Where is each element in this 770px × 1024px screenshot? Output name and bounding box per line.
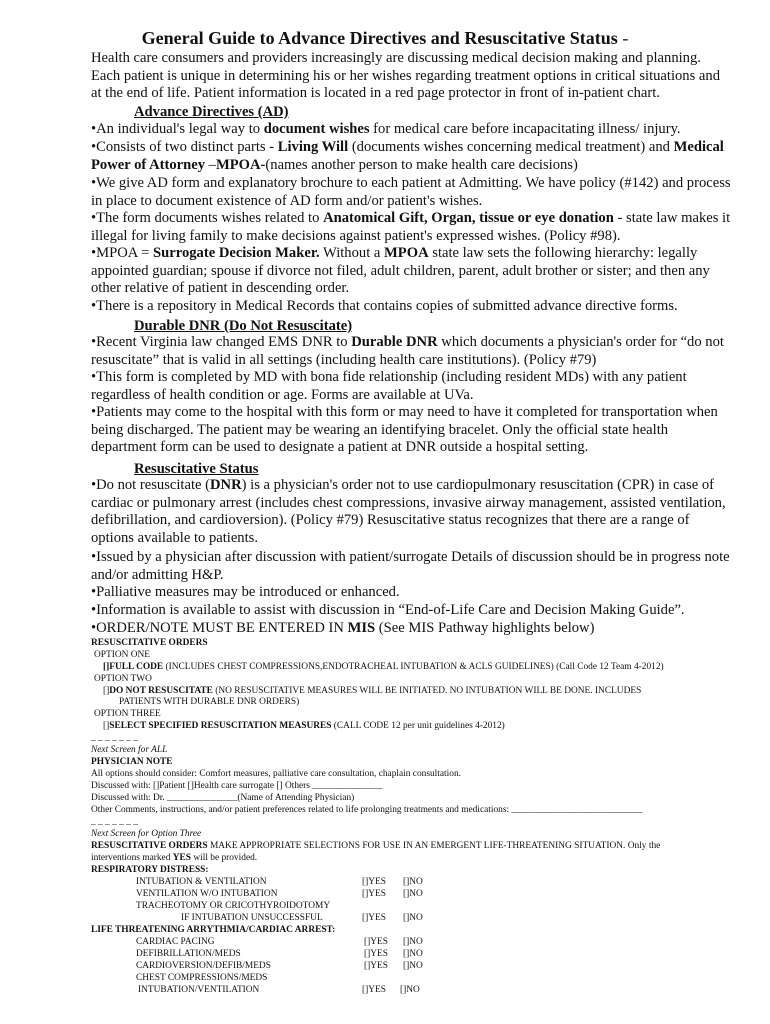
physician-note-line-3: Discussed with: Dr. _______________(Name of Attending Physician) <box>91 793 355 803</box>
next-screen-all: Next Screen for ALL <box>91 745 168 755</box>
next-screen-option-three: Next Screen for Option Three <box>91 829 202 839</box>
life-threatening-heading: LIFE THREATENING ARRYTHMIA/CARDIAC ARREST: <box>91 925 336 935</box>
life-item-4: CHEST COMPRESSIONS/MEDS <box>136 973 268 983</box>
ad-bullet-2: •Consists of two distinct parts - Living Will (documents wishes concerning medical treatment) and Medical Power of Attorney –MPOA-(names another person to make health care decisions) <box>91 139 724 173</box>
physician-note-line-1: All options should consider: Comfort measures, palliative care consultation, chaplain consultation. <box>91 769 461 779</box>
resp-item-2: VENTILATION W/O INTUBATION <box>136 889 278 899</box>
dnr-bullet-3: •Patients may come to the hospital with this form or may need to have it completed for transportation when being discharged. The patient may be wearing an identifying bracelet. Only the official state health department form can be used to designate a patient at DNR outside a hospital setting. <box>91 404 718 456</box>
intro-paragraph: Health care consumers and providers increasingly are discussing medical decision making and planning. Each patient is unique in determining his or her wishes regarding treatment options in critical situations and at the end of life. Patient information is located in a red page protector in front of in-patient chart. <box>91 50 720 102</box>
option-two-line-2: PATIENTS WITH DURABLE DNR ORDERS) <box>119 697 300 707</box>
no-checkbox[interactable]: []NO <box>403 889 423 899</box>
dnr-bullet-1: •Recent Virginia law changed EMS DNR to Durable DNR which documents a physician's order for “do not resuscitate” that is valid in all settings (including health care institutions). (Policy #79) <box>91 334 724 368</box>
no-checkbox[interactable]: []NO <box>403 961 423 971</box>
option-one-label: OPTION ONE <box>94 650 150 660</box>
option-three-orders-line: RESUSCITATIVE ORDERS MAKE APPROPRIATE SELECTIONS FOR USE IN AN EMERGENT LIFE-THREATENING SITUATION. Only the <box>91 841 661 851</box>
orders-heading: RESUSCITATIVE ORDERS <box>91 638 208 648</box>
option-two-line: []DO NOT RESUSCITATE (NO RESUSCITATIVE MEASURES WILL BE INITIATED. NO INTUBATION WILL BE DONE. INCLUDES <box>103 686 642 696</box>
ad-bullet-3: •We give AD form and explanatory brochure to each patient at Admitting. We have policy (#142) and process in place to document existence of AD form and/or patient's wishes. <box>91 175 731 209</box>
option-three-orders-line-2: interventions marked YES will be provided. <box>91 853 258 863</box>
resp-item-3: TRACHEOTOMY OR CRICOTHYROIDOTOMY <box>136 901 331 911</box>
resp-item-1: INTUBATION & VENTILATION <box>136 877 267 887</box>
yes-checkbox[interactable]: []YES <box>362 889 386 899</box>
option-two-label: OPTION TWO <box>94 674 152 684</box>
rs-heading: Resuscitative Status <box>134 461 259 477</box>
rs-bullet-4: •Information is available to assist with discussion in “End-of-Life Care and Decision Making Guide”. <box>91 602 685 618</box>
life-item-3: CARDIOVERSION/DEFIB/MEDS <box>136 961 271 971</box>
page-title <box>0 27 770 49</box>
life-item-5: INTUBATION/VENTILATION <box>138 985 260 995</box>
ad-bullet-4: •The form documents wishes related to Anatomical Gift, Organ, tissue or eye donation - state law makes it illegal for living family to make decisions against patient's expressed wishes. (Policy #98). <box>91 210 731 244</box>
resp-item-4: IF INTUBATION UNSUCCESSFUL <box>181 913 323 923</box>
rs-bullet-3: •Palliative measures may be introduced or enhanced. <box>91 584 400 600</box>
dnr-heading: Durable DNR (Do Not Resuscitate) <box>134 318 353 334</box>
rs-bullet-2: •Issued by a physician after discussion with patient/surrogate Details of discussion should be in progress note and/or admitting H&P. <box>91 549 730 583</box>
yes-checkbox[interactable]: []YES <box>364 937 388 947</box>
title-dash: - <box>617 28 629 48</box>
physician-note-heading: PHYSICIAN NOTE <box>91 757 173 767</box>
physician-note-line-2: Discussed with: []Patient []Health care surrogate [] Others _______________ <box>91 781 383 791</box>
ad-heading: Advance Directives (AD) <box>134 104 289 120</box>
ad-bullet-6: •There is a repository in Medical Records that contains copies of submitted advance directive forms. <box>91 298 678 314</box>
ad-bullet-5: •MPOA = Surrogate Decision Maker. Without a MPOA state law sets the following hierarchy: legally appointed guardian; spouse if divorce not filed, adult children, parent, adult brother or sister; and then any other relative of patient in descending order. <box>91 245 710 297</box>
separator-dashes-2: _ _ _ _ _ _ _ <box>91 817 138 827</box>
yes-checkbox[interactable]: []YES <box>364 949 388 959</box>
dnr-bullet-2: •This form is completed by MD with bona fide relationship (including resident MDs) with any patient regardless of health condition or age. Forms are available at UVa. <box>91 369 687 403</box>
yes-checkbox[interactable]: []YES <box>364 961 388 971</box>
no-checkbox[interactable]: []NO <box>403 937 423 947</box>
yes-checkbox[interactable]: []YES <box>362 985 386 995</box>
life-item-1: CARDIAC PACING <box>136 937 215 947</box>
option-three-line: []SELECT SPECIFIED RESUSCITATION MEASURES (CALL CODE 12 per unit guidelines 4-2012) <box>103 721 505 731</box>
rs-bullet-1: •Do not resuscitate (DNR) is a physician's order not to use cardiopulmonary resuscitation (CPR) in case of cardiac or pulmonary arrest (includes chest compressions, invasive airway management, assisted ventilation, defibrillation, and cardioversion). (Policy #79) Resuscitative status recognizes that there are a range of options available to patients. <box>91 477 726 546</box>
yes-checkbox[interactable]: []YES <box>362 877 386 887</box>
no-checkbox[interactable]: []NO <box>403 913 423 923</box>
separator-dashes: _ _ _ _ _ _ _ <box>91 733 138 743</box>
ad-bullet-1: •An individual's legal way to document wishes for medical care before incapacitating illness/ injury. <box>91 121 681 137</box>
no-checkbox[interactable]: []NO <box>403 877 423 887</box>
title-text: General Guide to Advance Directives and Resuscitative Status <box>141 28 618 48</box>
option-one-line: []FULL CODE (INCLUDES CHEST COMPRESSIONS,ENDOTRACHEAL INTUBATION & ACLS GUIDELINES) (Call Code 12 Team 4-2012) <box>103 662 664 672</box>
physician-note-line-4: Other Comments, instructions, and/or patient preferences related to life prolonging treatments and medications: ____________________________ <box>91 805 643 815</box>
rs-bullet-5: •ORDER/NOTE MUST BE ENTERED IN MIS (See MIS Pathway highlights below) <box>91 620 595 636</box>
no-checkbox[interactable]: []NO <box>400 985 420 995</box>
respiratory-distress-heading: RESPIRATORY DISTRESS: <box>91 865 209 875</box>
option-three-label: OPTION THREE <box>94 709 161 719</box>
life-item-2: DEFIBRILLATION/MEDS <box>136 949 241 959</box>
yes-checkbox[interactable]: []YES <box>362 913 386 923</box>
no-checkbox[interactable]: []NO <box>403 949 423 959</box>
